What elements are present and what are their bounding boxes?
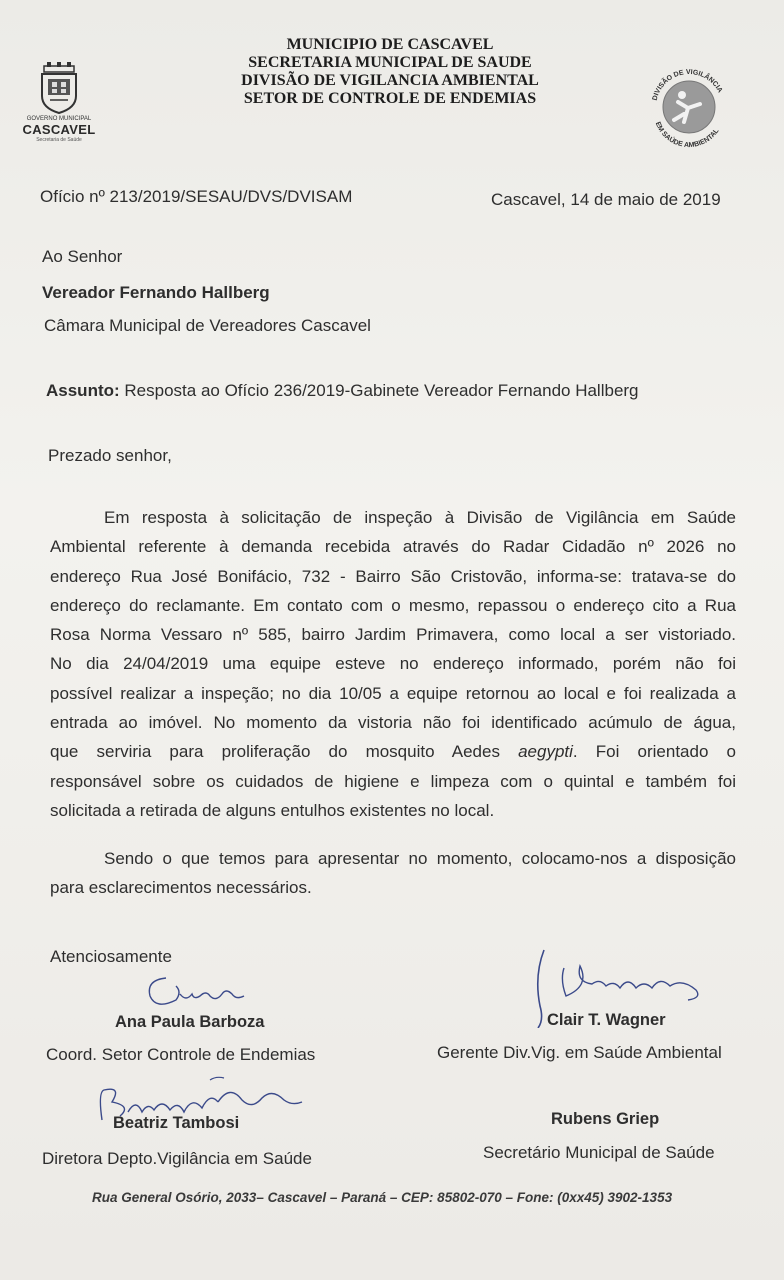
closing-paragraph [50,844,736,903]
subject-label: Assunto: [46,381,120,400]
footer-address: Rua General Osório, 2033– Cascavel – Paraná – CEP: 85802-070 – Fone: (0xx45) 3902-1353 [92,1190,673,1205]
subject-line [46,381,639,401]
signatory-3-name: Beatriz Tambosi [113,1114,240,1132]
body-text: . Foi orientado o [572,742,736,762]
body-line: Em resposta à solicitação de inspeção à Divisão de Vigilância em Saúde [104,508,736,527]
logo-tagline: Secretaria de Saúde [36,137,82,143]
signatory-2-name: Clair T. Wagner [547,1011,666,1029]
cascavel-logo [18,62,100,152]
letterhead-line-4: SETOR DE CONTROLE DE ENDEMIAS [243,90,537,107]
body-line: endereço Rua José Bonifácio, 732 - Bairro São Cristovão, informa-se: tratava-se do [50,566,736,586]
letter-reference: Ofício nº 213/2019/SESAU/DVS/DVISAM [40,187,353,206]
signoff: Atenciosamente [50,947,172,966]
closing-line: para esclarecimentos necessários. [50,878,312,898]
subject-text: Resposta ao Ofício 236/2019-Gabinete Vereador Fernando Hallberg [124,381,639,400]
body-line: solicitada a retirada de alguns entulhos existentes no local. [50,800,495,820]
body-line: possível realizar a inspeção; no dia 10/05 a equipe retornou ao local e foi realizada a [50,683,736,703]
signatory-4-title: Secretário Municipal de Saúde [483,1143,715,1162]
letterhead-line-1: MUNICIPIO DE CASCAVEL [286,36,494,53]
body-line: Ambiental referente à demanda recebida através do Radar Cidadão nº 2026 no [50,537,736,557]
closing-line: Sendo o que temos para apresentar no momento, colocamo-nos a disposição [104,849,736,868]
logo-small-text: GOVERNO MUNICIPAL [26,116,92,122]
species-name: aegypti [518,742,573,762]
recipient-org: Câmara Municipal de Vereadores Cascavel [44,316,371,335]
signatory-2-title: Gerente Div.Vig. em Saúde Ambiental [437,1043,722,1062]
salutation-to: Ao Senhor [42,247,123,266]
body-line: endereço do reclamante. Em contato com o mesmo, repassou o endereço cito a Rua [50,595,736,615]
logo-city-name: CASCAVEL [22,122,96,137]
body-line: Rosa Norma Vessaro nº 585, bairro Jardim Primavera, como local a ser vistoriado. [50,625,736,645]
greeting: Prezado senhor, [48,446,172,465]
body-text: que serviria para proliferação do mosquito Aedes [50,742,500,762]
division-seal [644,62,734,152]
signatory-1-name: Ana Paula Barboza [115,1013,265,1031]
health-seal-icon [644,62,734,152]
body-line-with-species [50,737,736,766]
letterhead-line-2: SECRETARIA MUNICIPAL DE SAUDE [248,54,532,71]
seal-top-text: DIVISÃO DE VIGILÂNCIA [651,68,724,102]
signatory-1-title: Coord. Setor Controle de Endemias [46,1045,316,1064]
signature-ana-paula [136,968,266,1016]
body-paragraph [50,503,736,825]
body-line: No dia 24/04/2019 uma equipe esteve no endereço informado, porém não foi [50,654,736,674]
crest-icon [38,62,80,114]
body-line: entrada ao imóvel. No momento da vistoria não foi identificado acúmulo de água, [50,713,736,733]
letter-date: Cascavel, 14 de maio de 2019 [491,190,721,209]
body-line: responsável sobre os cuidados de higiene e limpeza com o quintal e também foi [50,771,736,791]
letterhead [200,36,580,108]
recipient-name: Vereador Fernando Hallberg [42,283,270,302]
seal-bottom-text: EM SAÚDE AMBIENTAL [653,120,721,150]
signatory-4-name: Rubens Griep [551,1110,660,1128]
signatory-3-title: Diretora Depto.Vigilância em Saúde [42,1149,312,1168]
letterhead-line-3: DIVISÃO DE VIGILANCIA AMBIENTAL [241,72,539,89]
